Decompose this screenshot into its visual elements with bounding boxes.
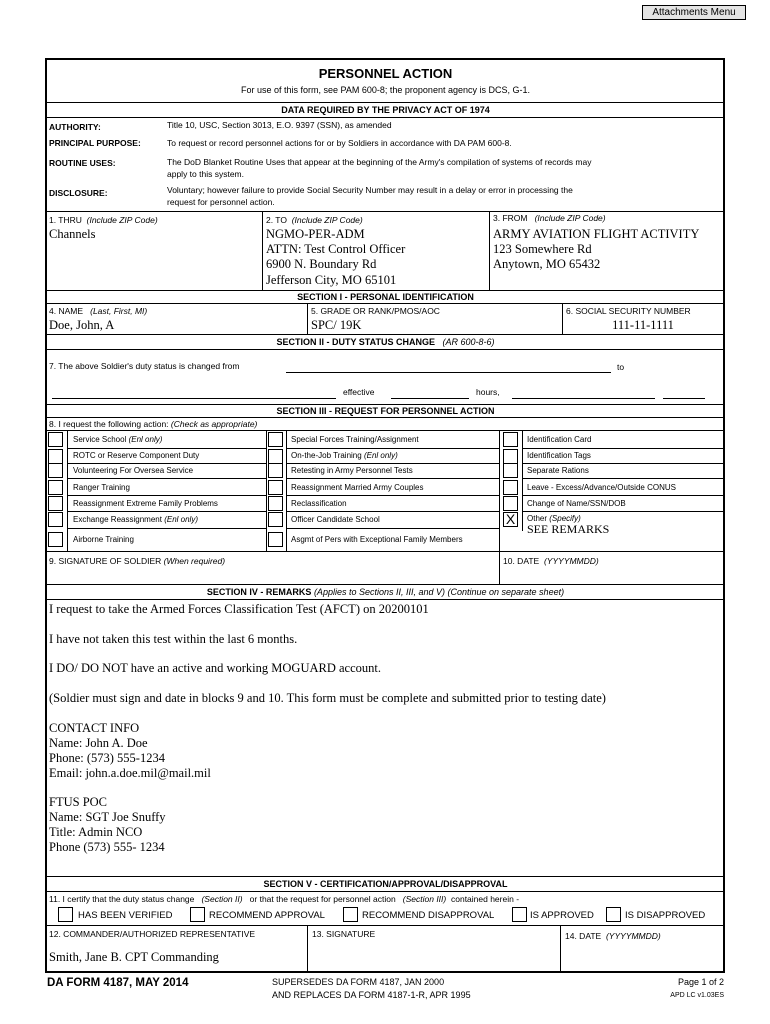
oversea-service-label: Volunteering For Oversea Service [73, 466, 194, 475]
approved-checkbox[interactable] [512, 907, 527, 922]
commander-signature-field[interactable] [309, 942, 559, 970]
hours-label: hours, [476, 387, 500, 397]
disclosure-text: Voluntary; however failure to provide Social Security Number may result in a delay or error in processing the [167, 185, 573, 195]
service-school-checkbox[interactable] [48, 432, 63, 447]
effective-label: effective [343, 387, 375, 397]
principal-purpose-label: PRINCIPAL PURPOSE: [49, 138, 141, 148]
to-field-line-3[interactable]: 6900 N. Boundary Rd [266, 257, 377, 271]
remark-line: FTUS POC [49, 795, 108, 809]
special-forces-checkbox[interactable] [268, 432, 283, 447]
block11-text: 11. I certify that the duty status change (Section II) or that the request for personnel action (Section III) contained herein - [49, 894, 520, 904]
block2-label: 2. TO (Include ZIP Code) [266, 215, 363, 225]
to-label: to [617, 362, 625, 372]
to-field-line-1[interactable]: NGMO-PER-ADM [266, 227, 365, 241]
ranger-training-label: Ranger Training [73, 483, 130, 492]
privacy-act-header: DATA REQUIRED BY THE PRIVACY ACT OF 1974 [281, 105, 490, 115]
retesting-label: Retesting in Army Personnel Tests [291, 466, 413, 475]
recommend-approval-label: RECOMMEND APPROVAL [209, 910, 325, 921]
remarks-area[interactable] [47, 600, 724, 874]
recommend-disapproval-label: RECOMMEND DISAPPROVAL [362, 910, 495, 921]
disapproved-label: IS DISAPPROVED [625, 910, 706, 921]
attachments-menu-button[interactable]: Attachments Menu [642, 5, 746, 20]
special-forces-label: Special Forces Training/Assignment [291, 435, 419, 444]
authority-text: Title 10, USC, Section 3013, E.O. 9397 (SSN), as amended [167, 120, 392, 130]
remark-line: Phone (573) 555- 1234 [49, 840, 165, 854]
block12-label: 12. COMMANDER/AUTHORIZED REPRESENTATIVE [49, 929, 256, 939]
rotc-label: ROTC or Reserve Component Duty [73, 451, 200, 460]
exchange-reassignment-label: Exchange Reassignment (Enl only) [73, 515, 198, 524]
supersedes-line-2: AND REPLACES DA FORM 4187-1-R, APR 1995 [272, 990, 471, 1000]
remark-line: Name: John A. Doe [49, 736, 148, 750]
married-couples-label: Reassignment Married Army Couples [291, 483, 424, 492]
routine-uses-label: ROUTINE USES: [49, 158, 116, 168]
recommend-disapproval-checkbox[interactable] [343, 907, 358, 922]
from-field-line-1[interactable]: ARMY AVIATION FLIGHT ACTIVITY [493, 227, 700, 241]
section-3-header: SECTION III - REQUEST FOR PERSONNEL ACTION [276, 406, 495, 416]
reclassification-checkbox[interactable] [268, 496, 283, 511]
exchange-reassignment-checkbox[interactable] [48, 512, 63, 527]
soldier-signature-field[interactable] [47, 568, 497, 583]
remark-line: CONTACT INFO [49, 721, 140, 735]
remark-line: I have not taken this test within the last 6 months. [49, 632, 298, 646]
block5-label: 5. GRADE OR RANK/PMOS/AOC [311, 306, 440, 316]
leave-label: Leave - Excess/Advance/Outside CONUS [527, 483, 676, 492]
status-from-field[interactable] [286, 372, 611, 373]
to-field-line-2[interactable]: ATTN: Test Control Officer [266, 242, 406, 256]
commander-date-field[interactable] [562, 944, 722, 970]
from-field-line-2[interactable]: 123 Somewhere Rd [493, 242, 592, 256]
soldier-date-field[interactable] [501, 568, 723, 583]
id-card-label: Identification Card [527, 435, 592, 444]
change-name-label: Change of Name/SSN/DOB [527, 499, 626, 508]
ocs-checkbox[interactable] [268, 512, 283, 527]
section-1-header: SECTION I - PERSONAL IDENTIFICATION [297, 292, 474, 302]
reassign-family-label: Reassignment Extreme Family Problems [73, 499, 218, 508]
verified-label: HAS BEEN VERIFIED [78, 910, 173, 921]
married-couples-checkbox[interactable] [268, 480, 283, 495]
id-card-checkbox[interactable] [503, 432, 518, 447]
separate-rations-checkbox[interactable] [503, 463, 518, 478]
hours-field[interactable] [512, 398, 655, 399]
oversea-service-checkbox[interactable] [48, 463, 63, 478]
remark-line: I DO/ DO NOT have an active and working MOGUARD account. [49, 661, 381, 675]
effective-date-field[interactable] [391, 398, 469, 399]
reassign-family-checkbox[interactable] [48, 496, 63, 511]
service-school-label: Service School (Enl only) [73, 435, 163, 444]
ocs-label: Officer Candidate School [291, 515, 380, 524]
name-field[interactable]: Doe, John, A [49, 318, 115, 332]
change-name-checkbox[interactable] [503, 496, 518, 511]
grade-field[interactable]: SPC/ 19K [311, 318, 362, 332]
status-to-field[interactable] [52, 398, 336, 399]
section-5-header: SECTION V - CERTIFICATION/APPROVAL/DISAPPROVAL [263, 879, 508, 889]
authority-label: AUTHORITY: [49, 122, 101, 132]
disclosure-label: DISCLOSURE: [49, 188, 108, 198]
to-field-line-4[interactable]: Jefferson City, MO 65101 [266, 273, 397, 287]
block7-label: 7. The above Soldier's duty status is changed from [49, 361, 240, 371]
block10-label: 10. DATE (YYYYMMDD) [503, 556, 599, 566]
hours-extra-field[interactable] [663, 398, 705, 399]
retesting-checkbox[interactable] [268, 463, 283, 478]
block6-label: 6. SOCIAL SECURITY NUMBER [566, 306, 691, 316]
routine-uses-text: The DoD Blanket Routine Uses that appear at the beginning of the Army's compilation of systems of records may [167, 157, 592, 167]
section-2-header: SECTION II - DUTY STATUS CHANGE (AR 600-8-6) [276, 337, 495, 347]
block1-label: 1. THRU (Include ZIP Code) [49, 215, 158, 225]
verified-checkbox[interactable] [58, 907, 73, 922]
id-tags-checkbox[interactable] [503, 449, 518, 464]
block3-label: 3. FROM (Include ZIP Code) [493, 213, 606, 223]
from-field-line-3[interactable]: Anytown, MO 65432 [493, 257, 601, 271]
supersedes-line-1: SUPERSEDES DA FORM 4187, JAN 2000 [272, 977, 445, 987]
reclassification-label: Reclassification [291, 499, 347, 508]
block9-label: 9. SIGNATURE OF SOLDIER (When required) [49, 556, 226, 566]
separate-rations-label: Separate Rations [527, 466, 589, 475]
airborne-training-label: Airborne Training [73, 535, 134, 544]
recommend-approval-checkbox[interactable] [190, 907, 205, 922]
remark-line: I request to take the Armed Forces Classification Test (AFCT) on 20200101 [49, 602, 429, 616]
other-specify-field[interactable]: SEE REMARKS [527, 522, 610, 536]
form-title: PERSONNEL ACTION [318, 66, 453, 81]
block13-label: 13. SIGNATURE [312, 929, 376, 939]
remark-line: Title: Admin NCO [49, 825, 143, 839]
commander-field[interactable]: Smith, Jane B. CPT Commanding [49, 950, 219, 964]
version-label: APD LC v1.03ES [670, 992, 724, 999]
page-number: Page 1 of 2 [677, 977, 724, 987]
ranger-training-checkbox[interactable] [48, 480, 63, 495]
ojt-label: On-the-Job Training (Enl only) [291, 451, 398, 460]
other-checkbox[interactable]: X [503, 512, 518, 527]
exceptional-family-label: Asgmt of Pers with Exceptional Family Members [291, 535, 463, 544]
rotc-checkbox[interactable] [48, 449, 63, 464]
leave-checkbox[interactable] [503, 480, 518, 495]
id-tags-label: Identification Tags [527, 451, 591, 460]
block8-label: 8. I request the following action: (Check as appropriate) [49, 419, 258, 429]
remark-line: Email: john.a.doe.mil@mail.mil [49, 766, 211, 780]
disapproved-checkbox[interactable] [606, 907, 621, 922]
block4-label: 4. NAME (Last, First, MI) [49, 306, 148, 316]
form-subtitle: For use of this form, see PAM 600-8; the proponent agency is DCS, G-1. [241, 85, 530, 95]
other-label: Other (Specify) [527, 514, 581, 523]
routine-uses-text-2: apply to this system. [167, 169, 245, 179]
exceptional-family-checkbox[interactable] [268, 532, 283, 547]
approved-label: IS APPROVED [530, 910, 594, 921]
ssn-field[interactable]: 111-11-1111 [612, 318, 674, 332]
form-id: DA FORM 4187, MAY 2014 [47, 977, 189, 989]
ojt-checkbox[interactable] [268, 449, 283, 464]
block14-label: 14. DATE (YYYYMMDD) [565, 931, 661, 941]
remark-line: Name: SGT Joe Snuffy [49, 810, 166, 824]
disclosure-text-2: request for personnel action. [167, 197, 275, 207]
section-4-header: SECTION IV - REMARKS (Applies to Sections II, III, and V) (Continue on separate sheet) [206, 587, 565, 597]
thru-field[interactable]: Channels [49, 227, 96, 241]
remark-line: Phone: (573) 555-1234 [49, 751, 165, 765]
airborne-training-checkbox[interactable] [48, 532, 63, 547]
remark-line: (Soldier must sign and date in blocks 9 and 10. This form must be complete and submitted prior to testing date) [49, 691, 606, 705]
principal-purpose-text: To request or record personnel actions for or by Soldiers in accordance with DA PAM 600-8. [167, 138, 512, 148]
